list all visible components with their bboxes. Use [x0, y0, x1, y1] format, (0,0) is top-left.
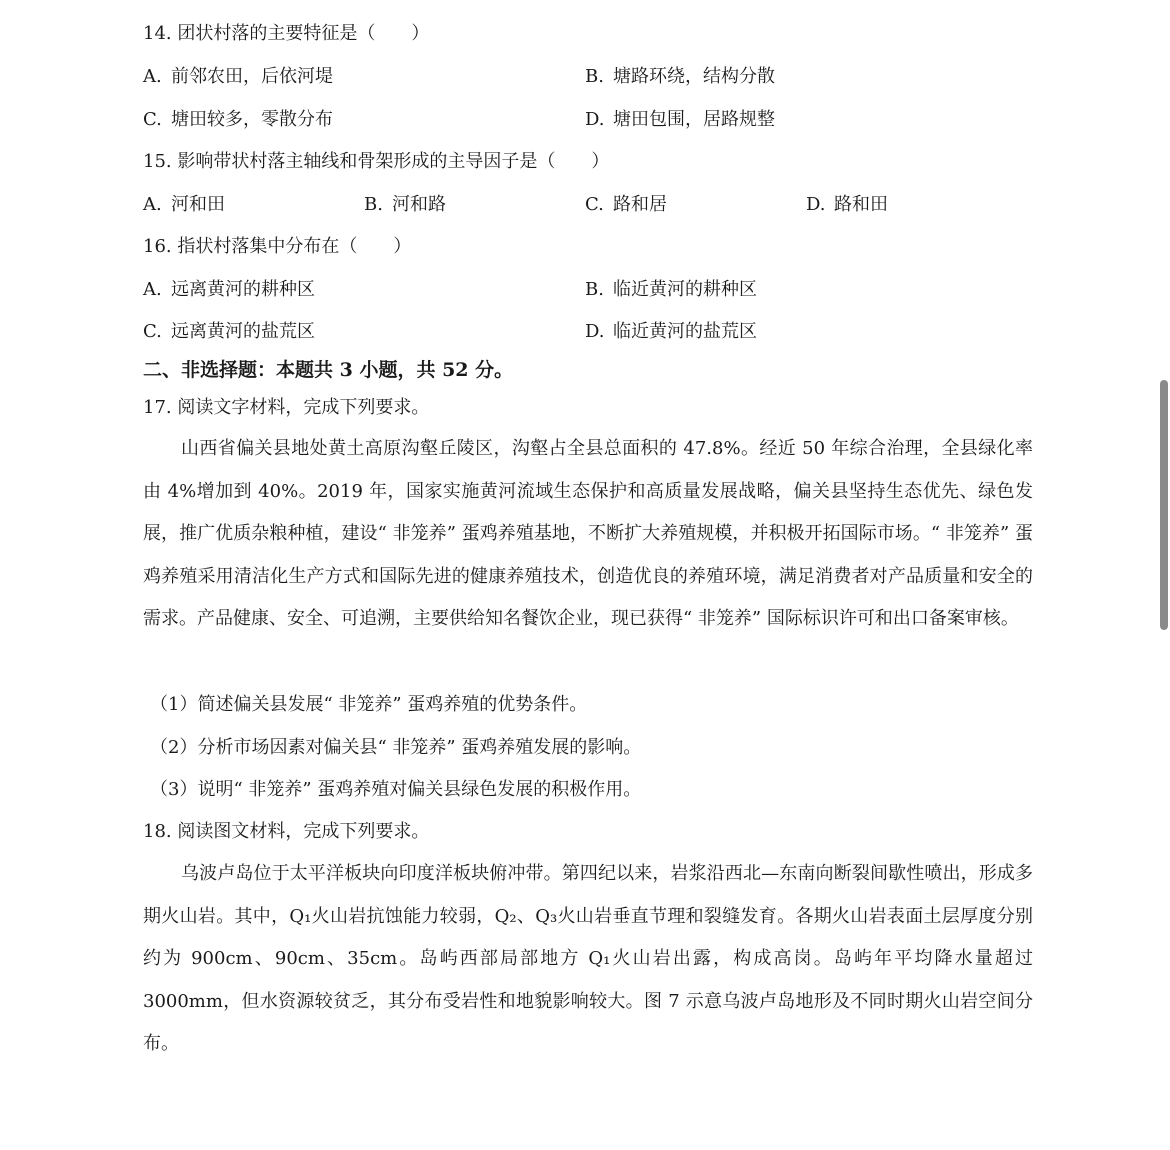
option-letter: C. [143, 109, 162, 130]
option-letter: C. [143, 321, 162, 342]
vertical-scrollbar[interactable] [1160, 380, 1168, 630]
section-title: 二、非选择题：本题共 3 小题，共 52 分。 [143, 359, 514, 381]
option-text: 临近黄河的耕种区 [613, 279, 757, 300]
option-letter: A. [143, 279, 162, 300]
option-letter: D. [806, 194, 826, 215]
q16-option-a [143, 278, 315, 302]
option-text: 塘田较多，零散分布 [171, 109, 333, 130]
q17-stem: 17. 阅读文字材料，完成下列要求。 [143, 397, 430, 418]
option-text: 前邻农田，后依河堤 [171, 66, 333, 87]
q18-material: 乌波卢岛位于太平洋板块向印度洋板块俯冲带。第四纪以来，岩浆沿西北—东南向断裂间歇性喷出，形成多期火山岩。其中，Q₁火山岩抗蚀能力较弱，Q₂、Q₃火山岩垂直节理和裂缝发育。各期火山岩表面土层厚度分别约为 900cm、90cm、35cm。岛屿西部局部地方 Q₁火山岩出露，构成高岗。岛屿年平均降水量超过 3000mm，但水资源较贫乏，其分布受岩性和地貌影响较大。图 7 示意乌波卢岛地形及不同时期火山岩空间分布。 [143, 863, 1033, 1055]
option-text: 路和田 [834, 194, 888, 215]
option-letter: D. [585, 109, 605, 130]
option-text: 路和居 [613, 194, 667, 215]
q17-sub-1: （1）简述偏关县发展“ 非笼养” 蛋鸡养殖的优势条件。 [150, 694, 588, 715]
option-text: 塘路环绕，结构分散 [613, 66, 775, 87]
q17-sub-2: （2）分析市场因素对偏关县“ 非笼养” 蛋鸡养殖发展的影响。 [150, 737, 642, 758]
q15-option-a [143, 193, 225, 217]
q15-option-d [806, 193, 888, 217]
option-letter: D. [585, 321, 605, 342]
option-letter: A. [143, 66, 162, 87]
option-text: 临近黄河的盐荒区 [613, 321, 757, 342]
option-text: 河和路 [392, 194, 446, 215]
q14-option-b [585, 65, 775, 89]
q17-sub-3: （3）说明“ 非笼养” 蛋鸡养殖对偏关县绿色发展的积极作用。 [150, 779, 642, 800]
option-letter: B. [364, 194, 383, 215]
q14-option-a [143, 65, 333, 89]
q16-option-b [585, 278, 757, 302]
option-letter: C. [585, 194, 604, 215]
q15-stem: 15. 影响带状村落主轴线和骨架形成的主导因子是（ ） [143, 151, 610, 172]
option-letter: B. [585, 279, 604, 300]
q18-stem: 18. 阅读图文材料，完成下列要求。 [143, 821, 430, 842]
option-letter: B. [585, 66, 604, 87]
option-text: 远离黄河的耕种区 [171, 279, 315, 300]
q17-material: 山西省偏关县地处黄土高原沟壑丘陵区，沟壑占全县总面积的 47.8%。经近 50 年综合治理，全县绿化率由 4%增加到 40%。2019 年，国家实施黄河流域生态保护和高质量发展战略，偏关县坚持生态优先、绿色发展，推广优质杂粮种植，建设“ 非笼养” 蛋鸡养殖基地，不断扩大养殖规模，并积极开拓国际市场。“ 非笼养” 蛋鸡养殖采用清洁化生产方式和国际先进的健康养殖技术，创造优良的养殖环境，满足消费者对产品质量和安全的需求。产品健康、安全、可追溯，主要供给知名餐饮企业，现已获得“ 非笼养” 国际标识许可和出口备案审核。 [143, 438, 1033, 630]
q15-option-b [364, 193, 446, 217]
option-text: 远离黄河的盐荒区 [171, 321, 315, 342]
q16-stem: 16. 指状村落集中分布在（ ） [143, 236, 412, 257]
q15-option-c [585, 193, 667, 217]
q16-option-d [585, 320, 757, 344]
option-letter: A. [143, 194, 162, 215]
option-text: 塘田包围，居路规整 [613, 109, 775, 130]
q14-option-d [585, 108, 775, 132]
q14-option-c [143, 108, 333, 132]
q14-stem: 14. 团状村落的主要特征是（ ） [143, 23, 430, 44]
option-text: 河和田 [171, 194, 225, 215]
q16-option-c [143, 320, 315, 344]
